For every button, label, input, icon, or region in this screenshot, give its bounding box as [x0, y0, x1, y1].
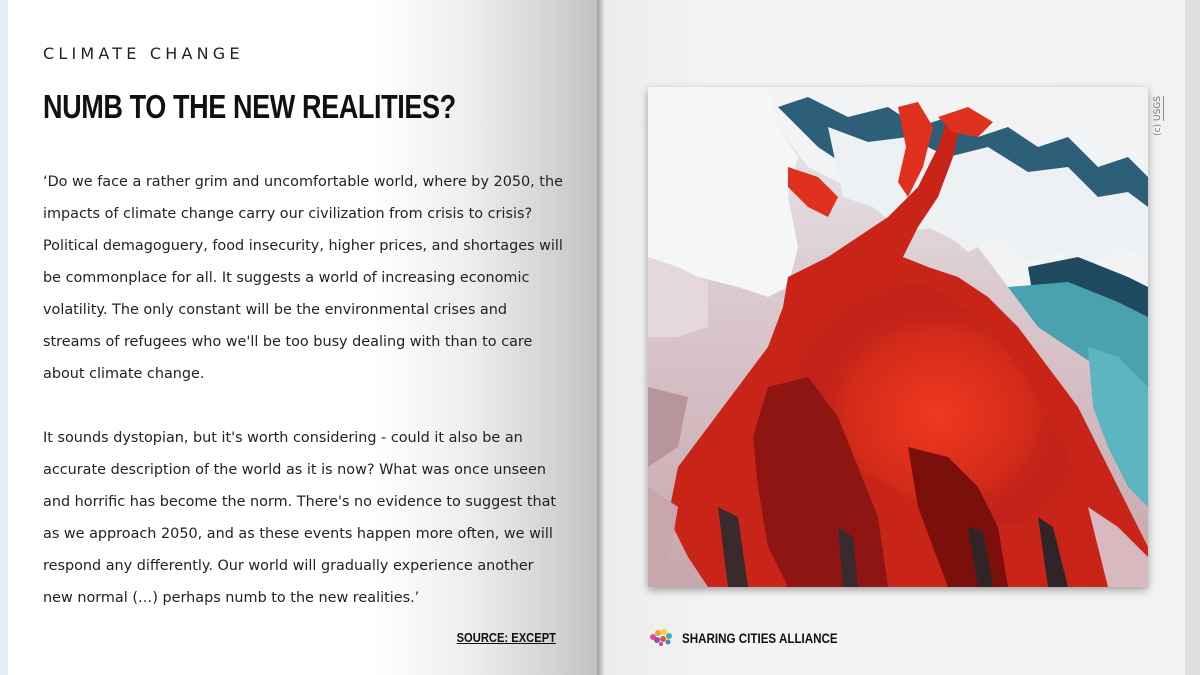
left-page: [8, 0, 597, 675]
left-edge: [0, 0, 8, 675]
right-edge: [1185, 0, 1200, 675]
brand-footer: [648, 628, 863, 648]
photo-credit-prefix: (c): [1153, 121, 1163, 136]
page-gutter: [597, 0, 605, 675]
body-paragraph-1: ‘Do we face a rather grim and uncomfortable world, where by 2050, the impacts of climate change carry our civilization from crisis to crisis? Political demagoguery, food insecurity, higher prices, and shortages will be commonplace for all. It suggests a world of increasing economic volatility. The only constant will be the environmental crises and streams of refugees who we'll be too busy dealing with than to care about climate change.: [43, 174, 563, 382]
photo-credit: [1153, 96, 1163, 136]
body-paragraph-2: It sounds dystopian, but it's worth considering - could it also be an accurate description of the world as it is now? What was once unseen and horrific has become the norm. There's no evidence to suggest that as we approach 2050, and as these events happen more often, we will respond any differently. Our world will gradually experience another new normal (…) perhaps numb to the new realities.’: [43, 430, 557, 606]
source-link[interactable]: SOURCE: EXCEPT: [456, 630, 556, 645]
section-label: CLIMATE CHANGE: [43, 44, 244, 63]
article-headline: NUMB TO THE NEW REALITIES?: [43, 88, 456, 125]
brand-name: SHARING CITIES ALLIANCE: [682, 630, 838, 646]
glacier-illustration: [648, 87, 1148, 587]
article-body: [43, 166, 563, 646]
satellite-glacier-photo: [648, 87, 1148, 587]
brain-logo-icon: [648, 628, 674, 648]
photo-credit-link[interactable]: USGS: [1153, 96, 1163, 121]
